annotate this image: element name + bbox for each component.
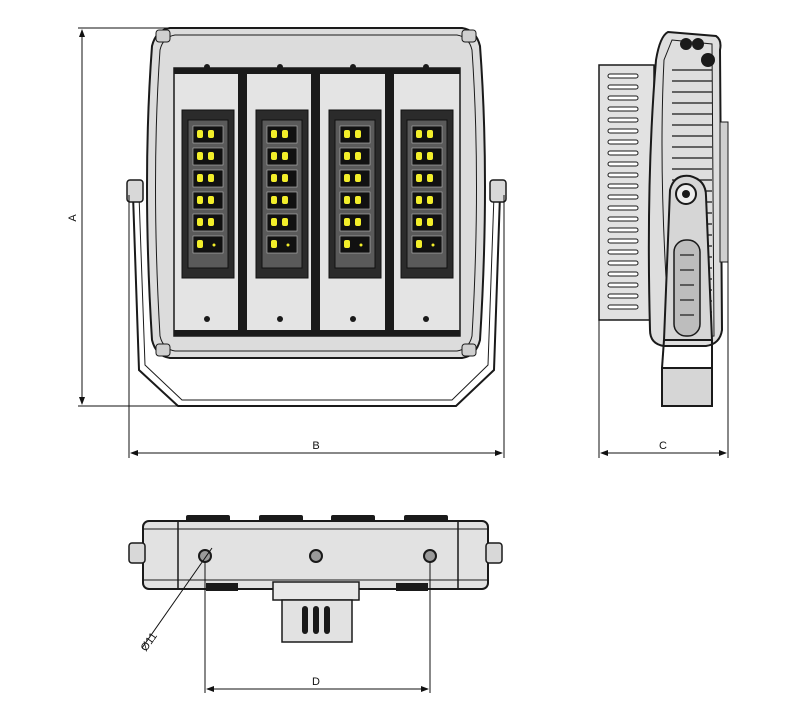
- dimension-b-label: B: [312, 440, 320, 452]
- led: [197, 174, 203, 182]
- led: [271, 240, 277, 248]
- heatsink-fin: [608, 173, 638, 177]
- bottom-view: [129, 515, 502, 642]
- heatsink-fin: [608, 107, 638, 111]
- led: [427, 174, 433, 182]
- heatsink-fin: [608, 151, 638, 155]
- heatsink-fin: [608, 239, 638, 243]
- front-view: [127, 28, 506, 406]
- led: [355, 130, 361, 138]
- led: [344, 196, 350, 204]
- led: [271, 218, 277, 226]
- led: [344, 240, 350, 248]
- led-module: [182, 110, 234, 278]
- bottom-bracket-plate: [273, 582, 359, 600]
- mount-hole-center: [310, 550, 322, 562]
- led: [271, 130, 277, 138]
- heatsink-fin: [608, 283, 638, 287]
- led: [197, 240, 203, 248]
- heatsink-fin: [608, 162, 638, 166]
- side-base-foot: [662, 368, 712, 406]
- led: [427, 130, 433, 138]
- led-dot: [287, 244, 290, 247]
- led-module: [329, 110, 381, 278]
- led-module: [256, 110, 308, 278]
- hole-diameter-label: Ø11: [138, 630, 160, 654]
- led: [208, 152, 214, 160]
- heatsink-fin: [608, 85, 638, 89]
- led: [355, 218, 361, 226]
- led: [197, 196, 203, 204]
- led: [344, 130, 350, 138]
- led: [282, 174, 288, 182]
- led: [355, 152, 361, 160]
- heatsink-fin: [608, 184, 638, 188]
- led: [282, 218, 288, 226]
- dimension-d-label: D: [312, 676, 320, 688]
- led: [416, 152, 422, 160]
- heatsink-fin: [608, 195, 638, 199]
- heatsink-fin: [608, 118, 638, 122]
- heatsink-fin: [608, 272, 638, 276]
- led: [344, 174, 350, 182]
- led: [416, 240, 422, 248]
- side-heatsink: [599, 65, 654, 320]
- led: [282, 152, 288, 160]
- heatsink-fin: [608, 305, 638, 309]
- led: [197, 130, 203, 138]
- led: [282, 196, 288, 204]
- led-dot: [360, 244, 363, 247]
- led: [427, 196, 433, 204]
- heatsink-fin: [608, 217, 638, 221]
- heatsink-fin: [608, 140, 638, 144]
- led: [271, 196, 277, 204]
- heatsink-fin: [608, 96, 638, 100]
- led: [416, 130, 422, 138]
- heatsink-fin: [608, 74, 638, 78]
- led: [427, 218, 433, 226]
- led-dot: [213, 244, 216, 247]
- heatsink-fin: [608, 261, 638, 265]
- dimension-a-label: A: [67, 214, 79, 222]
- side-view: [599, 32, 728, 406]
- led: [208, 174, 214, 182]
- led: [416, 174, 422, 182]
- led: [282, 130, 288, 138]
- heatsink-fin: [608, 294, 638, 298]
- heatsink-fin: [608, 250, 638, 254]
- led: [344, 218, 350, 226]
- led: [427, 152, 433, 160]
- led: [208, 130, 214, 138]
- led: [208, 218, 214, 226]
- led: [271, 174, 277, 182]
- led: [197, 218, 203, 226]
- led: [344, 152, 350, 160]
- led-dot: [432, 244, 435, 247]
- heatsink-fin: [608, 228, 638, 232]
- led: [416, 196, 422, 204]
- mount-hole-right: [424, 550, 436, 562]
- dimension-c-label: C: [659, 440, 667, 452]
- led: [197, 152, 203, 160]
- led: [208, 196, 214, 204]
- heatsink-fin: [608, 206, 638, 210]
- led: [416, 218, 422, 226]
- heatsink-fin: [608, 129, 638, 133]
- led: [355, 196, 361, 204]
- led: [355, 174, 361, 182]
- led-module: [401, 110, 453, 278]
- led: [271, 152, 277, 160]
